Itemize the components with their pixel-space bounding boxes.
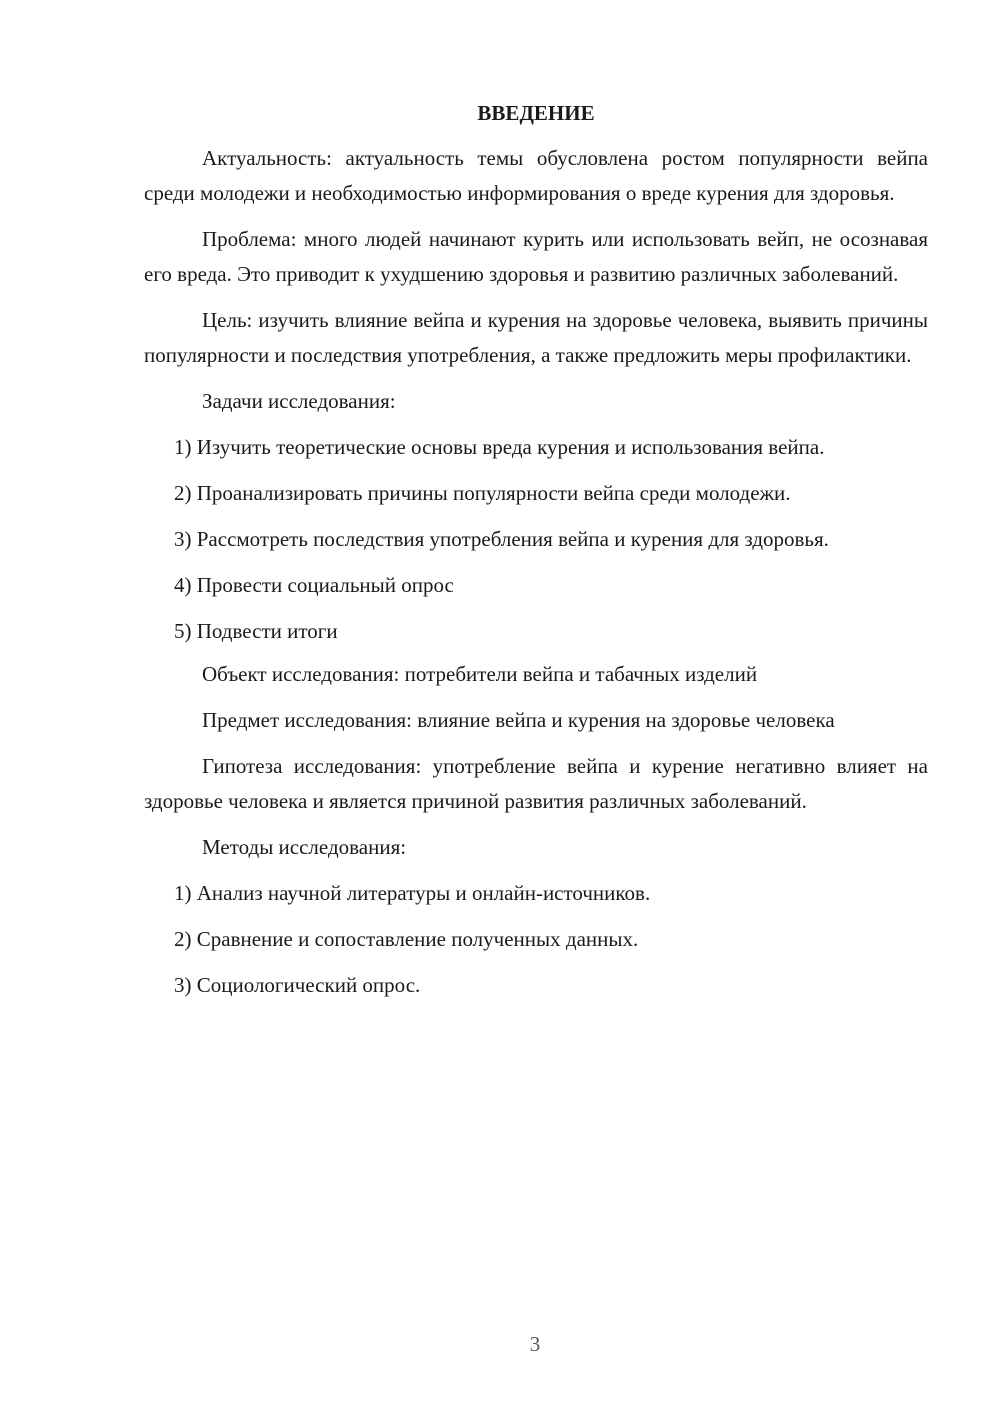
object-paragraph: Объект исследования: потребители вейпа и табачных изделий xyxy=(202,662,758,686)
section-title: ВВЕДЕНИЕ xyxy=(477,101,595,125)
problem-paragraph: Проблема: много людей начинают курить или использовать вейп, не осознавая его вреда. Это приводит к ухудшению здоровья и развитию различных заболеваний. xyxy=(144,227,928,286)
task-item-2: 2) Проанализировать причины популярности вейпа среди молодежи. xyxy=(174,481,791,505)
document-body xyxy=(144,96,928,1014)
tasks-heading: Задачи исследования: xyxy=(202,389,396,413)
method-item-1: 1) Анализ научной литературы и онлайн-источников. xyxy=(174,881,651,905)
task-item-4: 4) Провести социальный опрос xyxy=(174,573,454,597)
task-item-3: 3) Рассмотреть последствия употребления вейпа и курения для здоровья. xyxy=(174,527,829,551)
relevance-paragraph: Актуальность: актуальность темы обусловлена ростом популярности вейпа среди молодежи и необходимостью информирования о вреде курения для здоровья. xyxy=(144,146,928,205)
method-item-2: 2) Сравнение и сопоставление полученных данных. xyxy=(174,927,639,951)
hypothesis-paragraph: Гипотеза исследования: употребление вейпа и курение негативно влияет на здоровье человека и является причиной развития различных заболеваний. xyxy=(144,754,928,813)
method-item-3: 3) Социологический опрос. xyxy=(174,973,421,997)
task-item-5: 5) Подвести итоги xyxy=(174,619,338,643)
subject-paragraph: Предмет исследования: влияние вейпа и курения на здоровье человека xyxy=(202,708,835,732)
methods-heading: Методы исследования: xyxy=(202,835,407,859)
goal-paragraph: Цель: изучить влияние вейпа и курения на здоровье человека, выявить причины популярности и последствия употребления, а также предложить меры профилактики. xyxy=(144,308,928,367)
page-number: 3 xyxy=(529,1332,541,1356)
task-item-1: 1) Изучить теоретические основы вреда курения и использования вейпа. xyxy=(174,435,825,459)
